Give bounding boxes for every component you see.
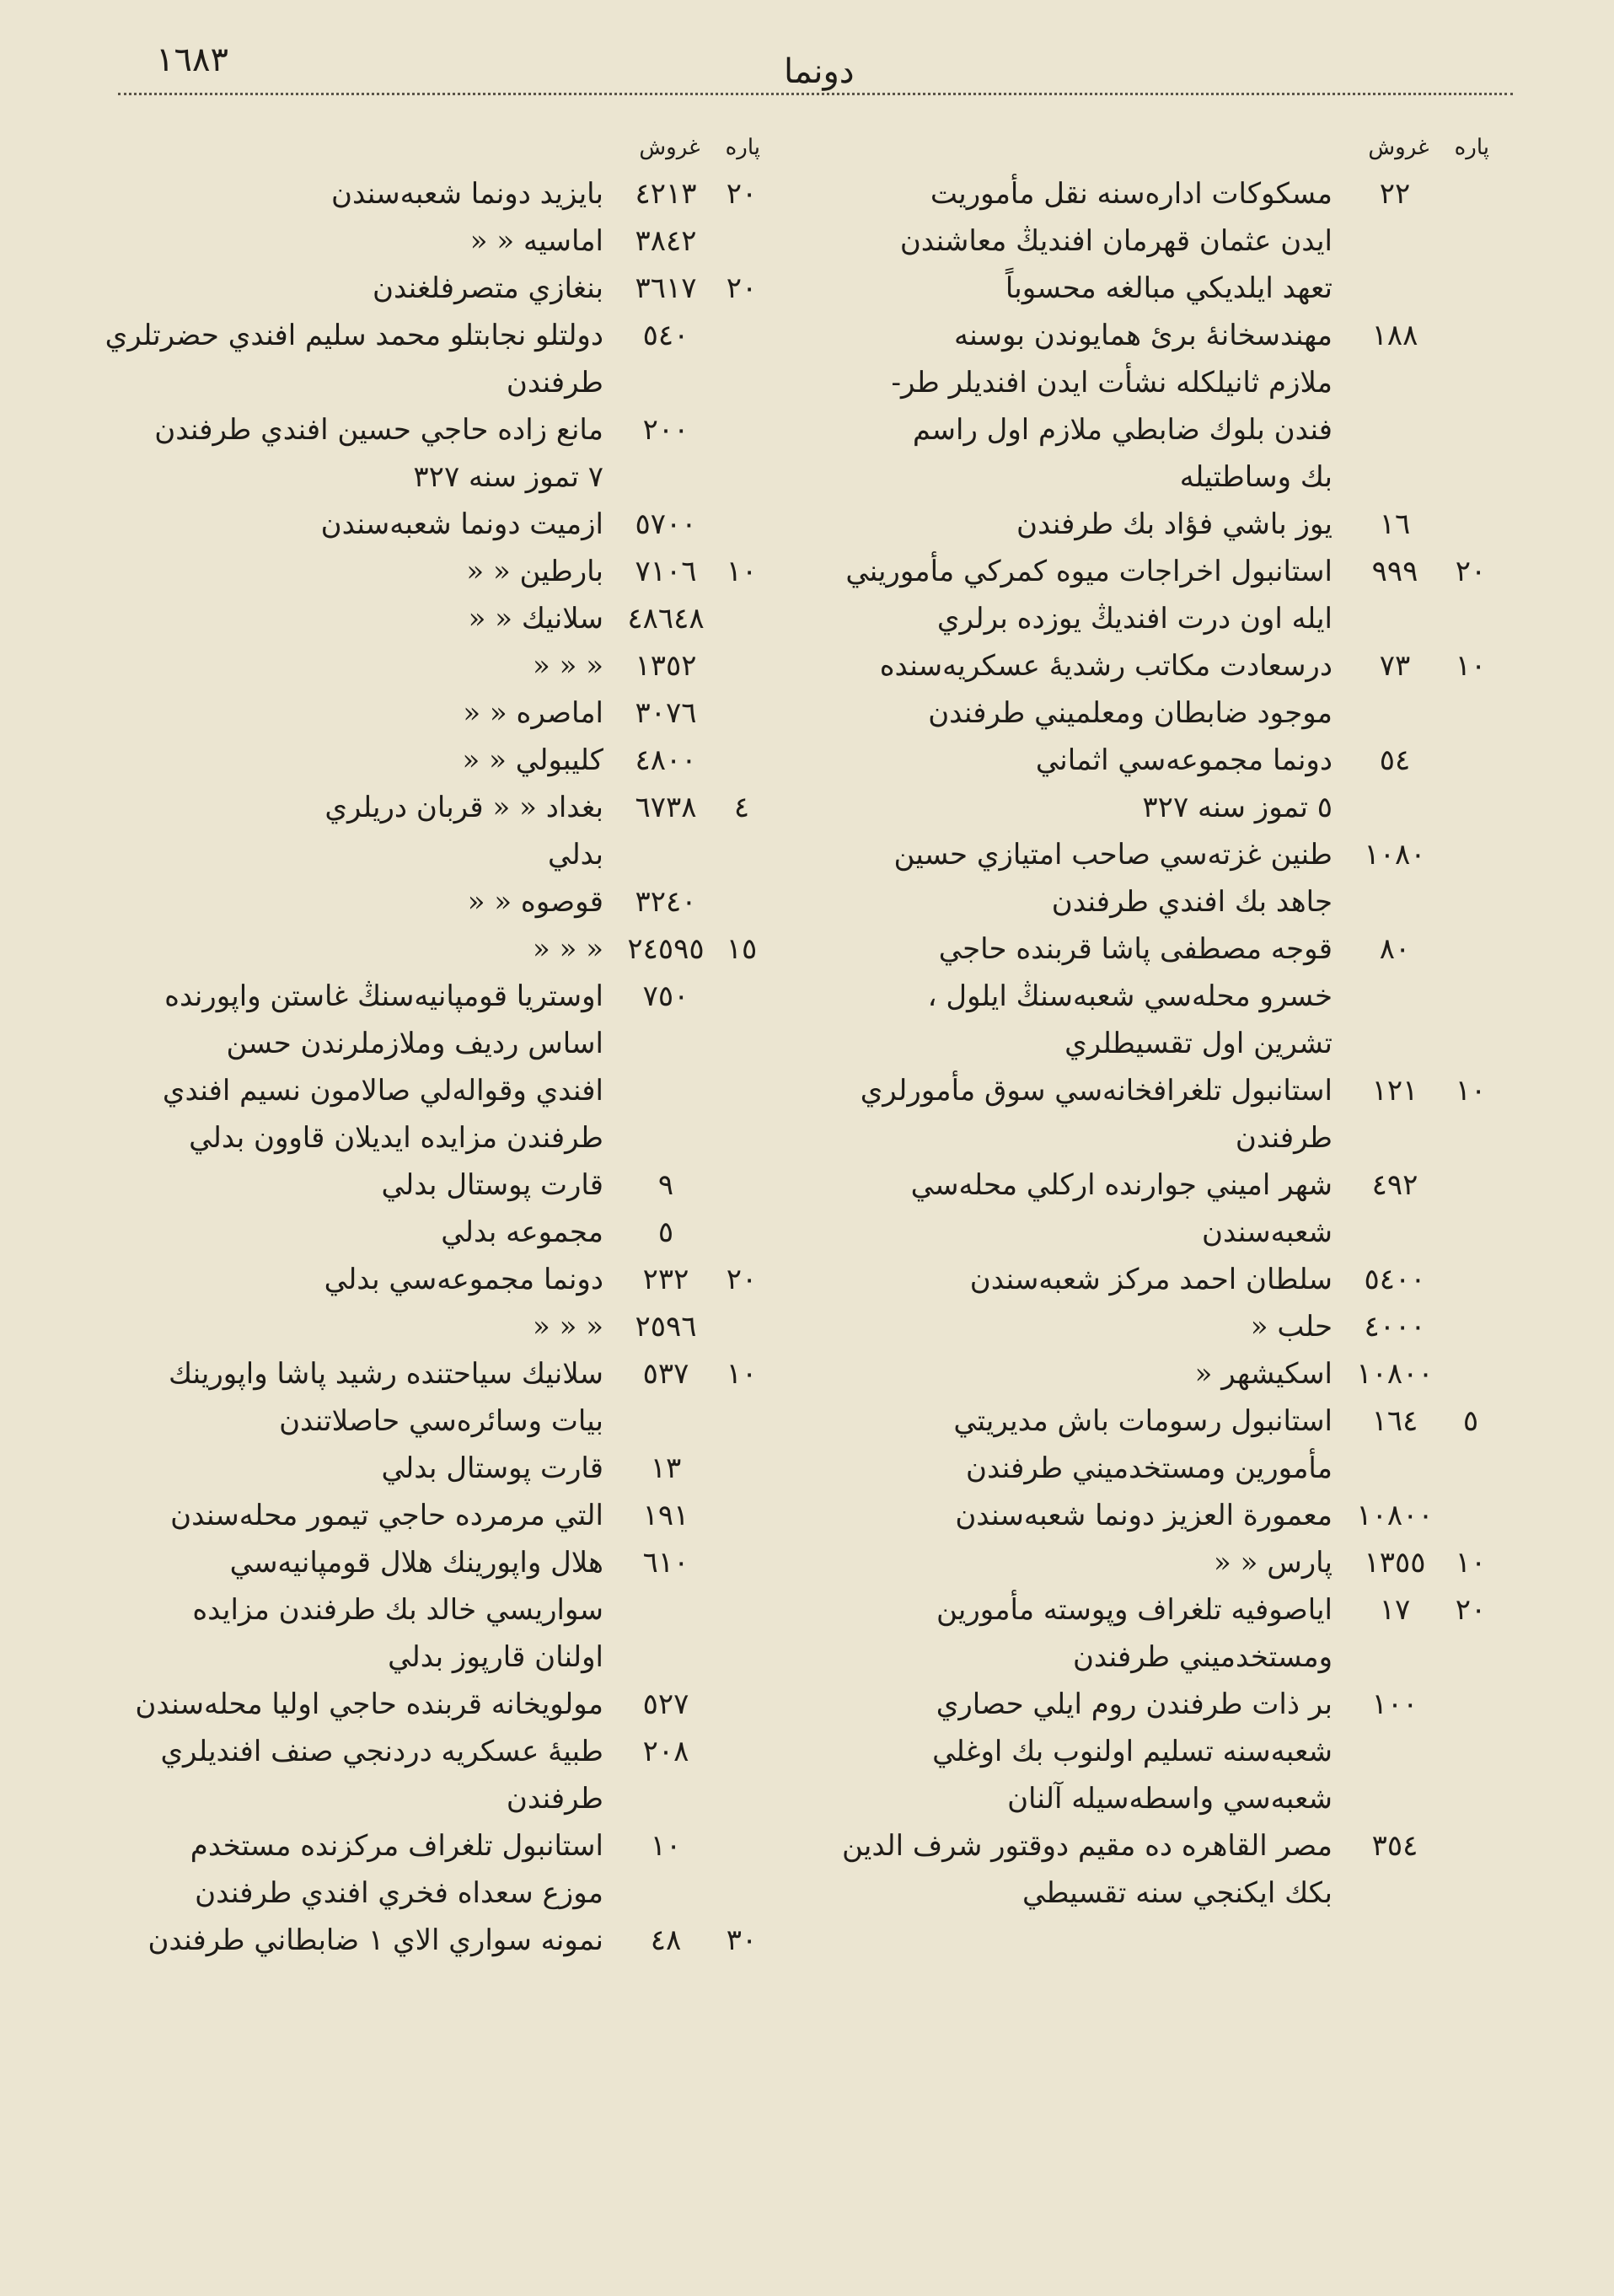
kurus-amount: ٧٥٠ xyxy=(642,979,689,1013)
entry-description xyxy=(110,784,615,878)
ledger-entry xyxy=(839,1492,1496,1539)
description-line: افندي وقوالەلي صالامون نسيم افندي xyxy=(162,1074,603,1108)
kurus-amount: ٥٤ xyxy=(1379,743,1411,777)
para-amount: ١٠ xyxy=(1455,649,1487,683)
entry-description xyxy=(110,501,615,548)
ledger-entry xyxy=(110,878,767,925)
ledger-entry xyxy=(839,1681,1496,1822)
description-line: استانبول رسومات باش مديريتي xyxy=(953,1404,1332,1438)
description-line: ٥ تموز سنه ٣٢٧ xyxy=(1142,791,1332,824)
description-line: ايدن عثمان قهرمان افنديڭ معاشندن xyxy=(899,224,1332,258)
ledger-entry xyxy=(839,1539,1496,1586)
description-line: اماسيه « « xyxy=(469,224,603,258)
para-amount: ٤ xyxy=(733,791,750,824)
entry-description xyxy=(110,1303,615,1350)
description-line: بنغازي متصرفلغندن xyxy=(372,271,603,305)
entry-description xyxy=(839,548,1344,642)
ledger-entry xyxy=(839,925,1496,1067)
description-line: طرفندن xyxy=(1235,1121,1332,1155)
ledger-entry xyxy=(110,1209,767,1256)
entry-description xyxy=(839,1681,1344,1822)
description-line: اماصره « « xyxy=(463,696,603,730)
entry-list xyxy=(105,170,767,1964)
description-line: قوجه مصطفى پاشا قربنده حاجي xyxy=(938,932,1332,966)
description-line: شعبەسنه تسليم اولنوب بك اوغلي xyxy=(932,1735,1332,1768)
entry-description xyxy=(110,1445,615,1492)
entry-description xyxy=(839,1256,1344,1303)
entry-description xyxy=(839,1397,1344,1492)
ledger-entry xyxy=(110,973,767,1161)
ledger-entry xyxy=(110,548,767,595)
entry-description xyxy=(839,737,1344,831)
entry-description xyxy=(110,265,615,312)
ledger-entry xyxy=(110,925,767,973)
description-line: سلانيك « « xyxy=(468,602,603,636)
para-amount: ٢٠ xyxy=(726,1263,758,1296)
header-rule xyxy=(118,93,1513,95)
entry-description xyxy=(110,1492,615,1539)
ledger-entry xyxy=(110,595,767,642)
description-line: استانبول تلغرافخانەسي سوق مأمورلري xyxy=(860,1074,1332,1108)
kurus-amount: ٧١٠٦ xyxy=(635,555,697,588)
kurus-amount: ٣٦١٧ xyxy=(635,271,697,305)
kurus-amount: ٢٢ xyxy=(1379,177,1411,211)
entry-description xyxy=(105,312,615,406)
entry-description xyxy=(839,1161,1344,1256)
ledger-entry xyxy=(839,1586,1496,1681)
kurus-amount: ٢٠٠ xyxy=(642,413,689,447)
kurus-amount: ١٢١ xyxy=(1371,1074,1418,1108)
ledger-entry xyxy=(110,406,767,501)
entry-description xyxy=(110,217,615,265)
description-line: حلب « xyxy=(1250,1310,1332,1344)
kurus-amount: ٥ xyxy=(657,1215,674,1249)
description-line: ومستخدميني طرفندن xyxy=(1072,1640,1332,1674)
entry-description xyxy=(110,1209,615,1256)
description-line: بر ذات طرفندن روم ايلي حصاري xyxy=(936,1687,1332,1721)
kurus-amount: ١٨٨ xyxy=(1371,319,1418,352)
kurus-amount: ٤٠٠٠ xyxy=(1364,1310,1426,1344)
para-amount: ٢٠ xyxy=(726,271,758,305)
para-amount: ١٠ xyxy=(726,1357,758,1391)
ledger-entry xyxy=(110,265,767,312)
entry-description xyxy=(839,925,1344,1067)
para-amount: ٥ xyxy=(1462,1404,1479,1438)
ledger-entry xyxy=(110,689,767,737)
entry-list xyxy=(839,170,1496,1917)
kurus-amount: ١٩١ xyxy=(642,1499,689,1532)
description-line: موزع سعداه فخري افندي طرفندن xyxy=(195,1876,603,1910)
description-line: اياصوفيه تلغراف وپوسته مأمورين xyxy=(936,1593,1332,1627)
entry-description xyxy=(110,406,615,501)
entry-description xyxy=(839,1586,1344,1681)
ledger-entry xyxy=(839,642,1496,737)
description-line: سواريسي خالد بك طرفندن مزايده xyxy=(192,1593,603,1627)
entry-description xyxy=(110,925,615,973)
kurus-header: غروش xyxy=(639,135,700,160)
ledger-entry xyxy=(110,217,767,265)
description-line: قارت پوستال بدلي xyxy=(381,1168,603,1202)
description-line: تعهد ايلديكي مبالغه محسوباً xyxy=(1005,271,1332,305)
description-line: طنين غزتەسي صاحب امتيازي حسين xyxy=(893,838,1332,872)
entry-description xyxy=(110,1728,615,1822)
kurus-amount: ٦١٠ xyxy=(642,1546,689,1580)
ledger-entry xyxy=(110,1539,767,1681)
ledger-entry xyxy=(110,1161,767,1209)
entry-description xyxy=(839,170,1344,312)
description-line: بدلي xyxy=(547,838,603,872)
ledger-entry xyxy=(839,501,1496,548)
ledger-entry xyxy=(110,1917,767,1964)
ledger-entry xyxy=(110,1492,767,1539)
kurus-amount: ٢٣٢ xyxy=(642,1263,689,1296)
description-line: طبيۀ عسكريه دردنجي صنف افنديلري xyxy=(160,1735,603,1768)
description-line: بيات وسائرەسي حاصلاتندن xyxy=(279,1404,603,1438)
ledger-entry xyxy=(105,312,767,406)
kurus-amount: ٣٠٧٦ xyxy=(635,696,697,730)
kurus-amount: ١٠٨٠ xyxy=(1364,838,1426,872)
ledger-entry xyxy=(110,1445,767,1492)
kurus-amount: ٢٠٨ xyxy=(642,1735,689,1768)
kurus-amount: ٤٨٦٤٨ xyxy=(627,602,705,636)
entry-description xyxy=(110,1161,615,1209)
kurus-amount: ٤٢١٣ xyxy=(635,177,697,211)
kurus-amount: ١٠٨٠٠ xyxy=(1356,1499,1434,1532)
entry-description xyxy=(839,1492,1344,1539)
kurus-amount: ٧٣ xyxy=(1379,649,1411,683)
description-line: ازميت دونما شعبەسندن xyxy=(320,507,603,541)
entry-description xyxy=(110,737,615,784)
description-line: تشرين اول تقسيطلري xyxy=(1064,1027,1332,1060)
description-line: درسعادت مكاتب رشديۀ عسكريەسنده xyxy=(879,649,1332,683)
entry-description xyxy=(110,689,615,737)
ledger-entry xyxy=(110,1822,767,1917)
description-line: سلطان احمد مركز شعبەسندن xyxy=(969,1263,1332,1296)
entry-description xyxy=(110,878,615,925)
column-header xyxy=(839,135,1496,170)
entry-description xyxy=(110,1681,615,1728)
page-number: ١٦٨٣ xyxy=(156,40,228,79)
kurus-amount: ٩ xyxy=(657,1168,674,1202)
ledger-entry xyxy=(839,1161,1496,1256)
description-line: مصر القاهره ده مقيم دوقتور شرف الدين xyxy=(842,1829,1332,1863)
kurus-amount: ١٠٨٠٠ xyxy=(1356,1357,1434,1391)
entry-description xyxy=(110,1917,615,1964)
ledger-entry xyxy=(839,312,1496,501)
ledger-entry xyxy=(839,1397,1496,1492)
description-line: موجود ضابطان ومعلميني طرفندن xyxy=(928,696,1332,730)
kurus-amount: ٢٤٥٩٥ xyxy=(627,932,705,966)
entry-description xyxy=(110,595,615,642)
description-line: بك وساطتيله xyxy=(1179,460,1332,494)
entry-description xyxy=(110,1822,615,1917)
description-line: مولويخانه قربنده حاجي اوليا محلەسندن xyxy=(135,1687,603,1721)
entry-description xyxy=(839,642,1344,737)
description-line: بكك ايكنجي سنه تقسيطي xyxy=(1021,1876,1332,1910)
entry-description xyxy=(110,642,615,689)
entry-description xyxy=(110,1539,615,1681)
description-line: طرفندن xyxy=(506,366,603,400)
description-line: بارطين « « xyxy=(466,555,603,588)
ledger-entry xyxy=(839,548,1496,642)
kurus-header: غروش xyxy=(1368,135,1429,160)
entry-description xyxy=(839,1303,1344,1350)
para-amount: ١٥ xyxy=(726,932,758,966)
para-amount: ١٠ xyxy=(726,555,758,588)
para-amount: ٢٠ xyxy=(1455,1593,1487,1627)
kurus-amount: ٣٨٤٢ xyxy=(635,224,697,258)
description-line: دونما مجموعەسي بدلي xyxy=(324,1263,603,1296)
description-line: نمونه سواري الاي ١ ضابطاني طرفندن xyxy=(147,1923,603,1957)
entry-description xyxy=(839,831,1344,925)
kurus-amount: ٥٤٠٠ xyxy=(1364,1263,1426,1296)
description-line: سلانيك سياحتنده رشيد پاشا واپورينك xyxy=(168,1357,603,1391)
ledger-entry xyxy=(110,642,767,689)
description-line: ملازم ثانيلكله نشأت ايدن افنديلر طر- xyxy=(891,366,1332,400)
kurus-amount: ٤٨٠٠ xyxy=(635,743,697,777)
entry-description xyxy=(110,1350,615,1445)
ledger-entry xyxy=(110,784,767,878)
entry-description xyxy=(110,548,615,595)
description-line: دونما مجموعەسي اثماني xyxy=(1035,743,1332,777)
ledger-entry xyxy=(110,1350,767,1445)
description-line: « « « xyxy=(532,932,603,966)
kurus-amount: ١٠٠ xyxy=(1371,1687,1418,1721)
description-line: مهندسخانۀ برئ همايوندن بوسنه xyxy=(954,319,1332,352)
kurus-amount: ٩٩٩ xyxy=(1371,555,1418,588)
description-line: مأمورين ومستخدميني طرفندن xyxy=(966,1451,1332,1485)
description-line: طرفندن xyxy=(506,1782,603,1816)
para-amount: ١٠ xyxy=(1455,1074,1487,1108)
description-line: « « « xyxy=(532,649,603,683)
description-line: التي مرمرده حاجي تيمور محلەسندن xyxy=(170,1499,603,1532)
ledger-entry xyxy=(110,1256,767,1303)
entry-description xyxy=(839,1067,1344,1161)
kurus-amount: ٤٨ xyxy=(650,1923,682,1957)
kurus-amount: ٢٥٩٦ xyxy=(635,1310,697,1344)
description-line: مانع زاده حاجي حسين افندي طرفندن xyxy=(154,413,603,447)
entry-description xyxy=(110,170,615,217)
description-line: جاهد بك افندي طرفندن xyxy=(1051,885,1332,919)
kurus-amount: ٨٠ xyxy=(1379,932,1411,966)
entry-description xyxy=(110,1256,615,1303)
kurus-amount: ٥٧٠٠ xyxy=(635,507,697,541)
ledger-entry xyxy=(110,501,767,548)
description-line: استانبول اخراجات ميوه كمركي مأموريني xyxy=(845,555,1332,588)
description-line: بغداد « « قربان دريلري xyxy=(324,791,603,824)
description-line: شعبەسندن xyxy=(1202,1215,1332,1249)
entry-description xyxy=(839,1350,1344,1397)
description-line: كليبولي « « xyxy=(462,743,603,777)
kurus-amount: ١٣ xyxy=(650,1451,682,1485)
description-line: اساس رديف وملازملرندن حسن xyxy=(226,1027,603,1060)
description-line: اوستريا قومپانيەسنڭ غاستن واپورنده xyxy=(164,979,603,1013)
ledger-entry xyxy=(839,737,1496,831)
description-line: طرفندن مزايده ايديلان قاوون بدلي xyxy=(189,1121,603,1155)
description-line: مسكوكات ادارەسنە نقل مأموريت xyxy=(930,177,1332,211)
kurus-amount: ١٦٤ xyxy=(1371,1404,1418,1438)
entry-description xyxy=(839,312,1344,501)
kurus-amount: ١٣٥٢ xyxy=(635,649,697,683)
ledger-entry xyxy=(839,1303,1496,1350)
description-line: فندن بلوك ضابطي ملازم اول راسم xyxy=(912,413,1332,447)
kurus-amount: ٥٣٧ xyxy=(642,1357,689,1391)
ledger-entry xyxy=(110,737,767,784)
ledger-entry xyxy=(839,1822,1496,1917)
kurus-amount: ٤٩٢ xyxy=(1371,1168,1418,1202)
entry-description xyxy=(839,1822,1344,1917)
kurus-amount: ٣٢٤٠ xyxy=(635,885,697,919)
ledger-entry xyxy=(839,831,1496,925)
kurus-amount: ١٦ xyxy=(1379,507,1411,541)
kurus-amount: ١٧ xyxy=(1379,1593,1411,1627)
entry-description xyxy=(839,1539,1344,1586)
ledger-entry xyxy=(839,1067,1496,1161)
para-header: پاره xyxy=(1454,135,1489,160)
ledger-entry xyxy=(839,170,1496,312)
kurus-amount: ١٣٥٥ xyxy=(1364,1546,1426,1580)
entry-description xyxy=(839,501,1344,548)
para-header: پاره xyxy=(725,135,760,160)
ledger-entry xyxy=(110,1303,767,1350)
description-line: هلال واپورينك هلال قومپانيەسي xyxy=(229,1546,603,1580)
running-title: دونما xyxy=(784,52,855,91)
para-amount: ٢٠ xyxy=(1455,555,1487,588)
description-line: قوصوه « « xyxy=(467,885,603,919)
ledger-entry xyxy=(110,170,767,217)
column-header xyxy=(110,135,767,170)
description-line: معمورة العزيز دونما شعبەسندن xyxy=(955,1499,1332,1532)
ledger-entry xyxy=(110,1681,767,1728)
left-column xyxy=(105,135,767,1964)
description-line: شعبەسي واسطەسيله آلنان xyxy=(1007,1782,1332,1816)
description-line: شهر اميني جوارنده اركلي محلەسي xyxy=(910,1168,1332,1202)
right-column xyxy=(839,135,1496,1917)
description-line: ايله اون درت افنديڭ يوزده برلري xyxy=(936,602,1332,636)
kurus-amount: ٣٥٤ xyxy=(1371,1829,1418,1863)
entry-description xyxy=(110,973,615,1161)
description-line: استانبول تلغراف مركزنده مستخدم xyxy=(190,1829,603,1863)
description-line: قارت پوستال بدلي xyxy=(381,1451,603,1485)
description-line: دولتلو نجابتلو محمد سليم افندي حضرتلري xyxy=(105,319,603,352)
para-amount: ١٠ xyxy=(1455,1546,1487,1580)
description-line: بايزيد دونما شعبەسندن xyxy=(331,177,603,211)
kurus-amount: ٥٢٧ xyxy=(642,1687,689,1721)
description-line: خسرو محلەسي شعبەسنڭ ايلول ، xyxy=(927,979,1332,1013)
description-line: اولنان قارپوز بدلي xyxy=(388,1640,603,1674)
kurus-amount: ٥٤٠ xyxy=(642,319,689,352)
description-line: « « « xyxy=(532,1310,603,1344)
description-line: يوز باشي فؤاد بك طرفندن xyxy=(1016,507,1332,541)
ledger-entry xyxy=(110,1728,767,1822)
description-line: پارس « « xyxy=(1214,1546,1332,1580)
para-amount: ٢٠ xyxy=(726,177,758,211)
description-line: ٧ تموز سنه ٣٢٧ xyxy=(413,460,603,494)
description-line: اسكيشهر « xyxy=(1194,1357,1332,1391)
ledger-entry xyxy=(839,1256,1496,1303)
kurus-amount: ٦٧٣٨ xyxy=(635,791,697,824)
kurus-amount: ١٠ xyxy=(650,1829,682,1863)
description-line: مجموعه بدلي xyxy=(441,1215,603,1249)
para-amount: ٣٠ xyxy=(726,1923,758,1957)
ledger-entry xyxy=(839,1350,1496,1397)
